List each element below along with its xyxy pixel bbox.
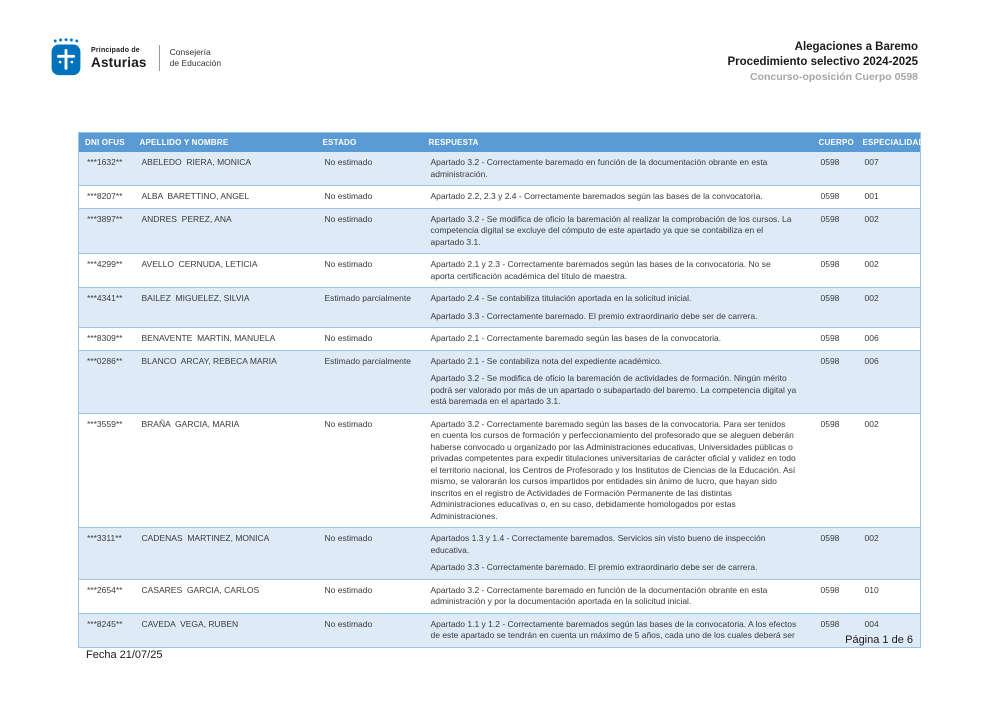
estado-cell: No estimado — [317, 186, 423, 209]
name-cell: ABELEDO RIERA, MONICA — [134, 152, 317, 186]
dni-cell: ***1632** — [79, 152, 134, 186]
especialidad-cell: 010 — [857, 579, 921, 613]
name-cell: ALBA BARETTINO, ANGEL — [134, 186, 317, 209]
estado-cell: No estimado — [317, 152, 423, 186]
cuerpo-cell: 0598 — [813, 152, 857, 186]
name-cell: CASARES GARCIA, CARLOS — [134, 579, 317, 613]
dni-cell: ***8245** — [79, 613, 134, 647]
especialidad-cell: 006 — [857, 350, 921, 413]
name-cell: CADENAS MARTINEZ, MONICA — [134, 528, 317, 580]
dni-cell: ***4341** — [79, 288, 134, 328]
especialidad-cell: 002 — [857, 288, 921, 328]
name-cell: BLANCO ARCAY, REBECA MARIA — [134, 350, 317, 413]
page-number: Página 1 de 6 — [845, 634, 913, 646]
respuesta-paragraph: Apartado 3.2 - Se modifica de oficio la baremación de actividades de formación. Ningún mérito podrá ser valorado por más de un apartado o subapartado del baremo. La competencia digital ya está baremada en el apartado 3.1. — [430, 373, 797, 406]
dni-cell: ***8309** — [79, 328, 134, 351]
cuerpo-cell: 0598 — [813, 208, 857, 254]
table-row — [79, 186, 921, 209]
col-header-cuerpo: CUERPO — [813, 133, 857, 153]
respuesta-cell — [423, 254, 813, 288]
cuerpo-cell: 0598 — [813, 350, 857, 413]
estado-cell: No estimado — [317, 579, 423, 613]
dni-cell: ***3897** — [79, 208, 134, 254]
table-row — [79, 528, 921, 580]
estado-cell: No estimado — [317, 328, 423, 351]
dni-cell: ***0286** — [79, 350, 134, 413]
name-cell: AVELLO CERNUDA, LETICIA — [134, 254, 317, 288]
estado-cell: Estimado parcialmente — [317, 350, 423, 413]
name-cell: CAVEDA VEGA, RUBEN — [134, 613, 317, 647]
logo-dept-line1: Consejería — [169, 47, 211, 57]
estado-cell: No estimado — [317, 528, 423, 580]
respuesta-cell — [423, 579, 813, 613]
col-header-respuesta: RESPUESTA — [423, 133, 813, 153]
cuerpo-cell: 0598 — [813, 528, 857, 580]
table-row — [79, 350, 921, 413]
col-header-estado: ESTADO — [317, 133, 423, 153]
name-cell: BRAÑA GARCIA, MARIA — [134, 413, 317, 528]
especialidad-cell: 002 — [857, 208, 921, 254]
cuerpo-cell: 0598 — [813, 186, 857, 209]
table-row — [79, 288, 921, 328]
dni-cell: ***3311** — [79, 528, 134, 580]
title-line2: Procedimiento selectivo 2024-2025 — [727, 56, 918, 68]
logo-dept-line2: de Educación — [169, 58, 222, 68]
especialidad-cell: 002 — [857, 413, 921, 528]
respuesta-paragraph: Apartado 2.1 - Correctamente baremado según las bases de la convocatoria. — [430, 333, 722, 343]
respuesta-paragraph: Apartado 2.1 - Se contabiliza nota del expediente académico. — [430, 355, 663, 366]
document-title — [728, 40, 919, 85]
col-header-dni-ofus: DNI OFUS — [79, 133, 134, 153]
respuesta-cell — [423, 328, 813, 351]
table-row — [79, 413, 921, 528]
estado-cell: Estimado parcialmente — [317, 288, 423, 328]
name-cell: ANDRES PEREZ, ANA — [134, 208, 317, 254]
especialidad-cell: 006 — [857, 328, 921, 351]
estado-cell: No estimado — [317, 413, 423, 528]
table-row — [79, 254, 921, 288]
respuesta-paragraph: Apartados 1.3 y 1.4 - Correctamente baremados. Servicios sin visto bueno de inspección educativa. — [430, 533, 766, 555]
cuerpo-cell: 0598 — [813, 328, 857, 351]
especialidad-cell: 007 — [857, 152, 921, 186]
name-cell: BAILEZ MIGUELEZ, SILVIA — [134, 288, 317, 328]
results-table-body — [79, 152, 921, 647]
respuesta-paragraph: Apartado 3.2 - Se modifica de oficio la baremación al realizar la comprobación de los cursos. La competencia digital se excluye del cómputo de este apartado ya que se contabiliza en el apartado 3.1. — [430, 213, 792, 247]
table-row — [79, 328, 921, 351]
table-row — [79, 208, 921, 254]
respuesta-cell — [423, 528, 813, 580]
respuesta-paragraph: Apartado 3.3 - Correctamente baremado. El premio extraordinario debe ser de carrera. — [430, 310, 758, 321]
cuerpo-cell: 0598 — [813, 613, 857, 647]
estado-cell: No estimado — [317, 254, 423, 288]
dni-cell: ***8207** — [79, 186, 134, 209]
table-row — [79, 152, 921, 186]
especialidad-cell: 001 — [857, 186, 921, 209]
respuesta-cell — [423, 350, 813, 413]
estado-cell: No estimado — [317, 613, 423, 647]
respuesta-cell — [423, 186, 813, 209]
logo-region-big: Asturias — [91, 54, 147, 70]
cuerpo-cell: 0598 — [813, 579, 857, 613]
respuesta-paragraph: Apartado 2.1 y 2.3 - Correctamente baremados según las bases de la convocatoria. No se aporta certificación académica del título de maestra. — [430, 259, 771, 281]
respuesta-cell — [423, 288, 813, 328]
alegaciones-table — [78, 132, 925, 648]
especialidad-cell: 002 — [857, 254, 921, 288]
asturias-crest-icon — [48, 37, 84, 79]
col-header-apellido: APELLIDO Y NOMBRE — [134, 133, 317, 153]
especialidad-cell: 002 — [857, 528, 921, 580]
respuesta-paragraph: Apartado 3.2 - Correctamente baremado según las bases de la convocatoria. Para ser tenidos en cuenta los cursos de formación y perfeccionamiento del profesorado que se aleguen deberán haberse convocado u organizado por las Administraciones educativas, Universidades públicas o privadas competentes para expedir titulaciones universitarias de carácter oficial y validez en todo el territorio nacional, los Centros de Profesorado y los Institutos de Ciencias de la Educación. Así mismo, se valorarán los cursos impartidos por entidades sin ánimo de lucro, que hayan sido inscritos en el registro de Actividades de Formación Permanente de las distintas Administraciones educativas o, en su caso, debidamente homologados por estas Administraciones. — [430, 418, 796, 521]
cuerpo-cell: 0598 — [813, 288, 857, 328]
especialidad-cell: 004 — [857, 613, 921, 647]
name-cell: BENAVENTE MARTIN, MANUELA — [134, 328, 317, 351]
respuesta-paragraph: Apartado 3.2 - Correctamente baremado en función de la documentación obrante en esta administración y por la documentación aportada en la solicitud inicial. — [430, 584, 768, 606]
logo-region-text — [91, 47, 147, 70]
dni-cell: ***2654** — [79, 579, 134, 613]
table-row — [79, 613, 921, 647]
table-header — [79, 133, 925, 153]
respuesta-paragraph: Apartado 3.2 - Correctamente baremado en función de la documentación obrante en esta administración. — [430, 157, 768, 179]
table-row — [79, 579, 921, 613]
respuesta-paragraph: Apartado 3.3 - Correctamente baremado. El premio extraordinario debe ser de carrera. — [430, 562, 758, 572]
org-logo — [48, 37, 221, 79]
respuesta-paragraph: Apartado 2.4 - Se contabiliza titulación aportada en la solicitud inicial. — [430, 293, 692, 303]
cuerpo-cell: 0598 — [813, 254, 857, 288]
respuesta-cell — [423, 152, 813, 186]
logo-department — [170, 47, 222, 69]
dni-cell: ***4299** — [79, 254, 134, 288]
estado-cell: No estimado — [317, 208, 423, 254]
title-line1: Alegaciones a Baremo — [794, 41, 918, 53]
logo-region-small: Principado de — [91, 46, 140, 54]
respuesta-cell — [423, 208, 813, 254]
respuesta-cell — [423, 613, 813, 647]
document-date: Fecha 21/07/25 — [86, 649, 163, 661]
respuesta-paragraph: Apartado 2.2, 2.3 y 2.4 - Correctamente baremados según las bases de la convocatoria. — [430, 191, 763, 201]
dni-cell: ***3559** — [79, 413, 134, 528]
cuerpo-cell: 0598 — [813, 413, 857, 528]
title-line3: Concurso-oposición Cuerpo 0598 — [749, 71, 918, 83]
respuesta-cell — [423, 413, 813, 528]
respuesta-paragraph: Apartado 1.1 y 1.2 - Correctamente baremados según las bases de la convocatoria. A los efectos de este apartado se tendrán en cuenta un máximo de 5 años, cada uno de los cuales deberá ser — [430, 618, 797, 640]
logo-divider — [159, 45, 160, 71]
col-header-especialidad: ESPECIALIDAD — [857, 133, 921, 153]
